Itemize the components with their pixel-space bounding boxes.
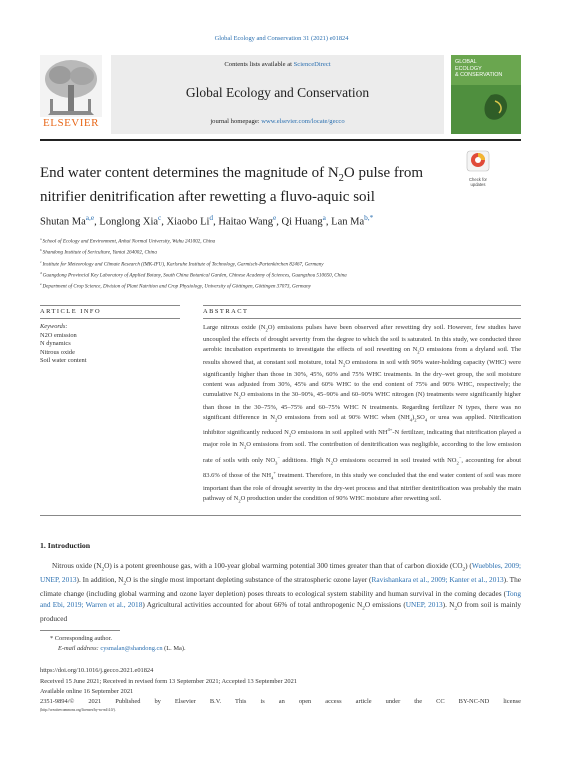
title-line-1: End water content determines the magnitude of $N_2O$ pulse from: [40, 165, 424, 184]
keywords-label: Keywords:: [40, 323, 68, 330]
keyword-2: N dynamics: [40, 340, 71, 347]
affiliation-item: [40, 280, 520, 291]
abstract-rule-top: [203, 305, 521, 306]
introduction-heading: 1. Introduction: [40, 541, 91, 550]
keyword-3: Nitrous oxide: [40, 348, 75, 356]
sciencedirect-link[interactable]: ScienceDirect: [293, 61, 331, 68]
journal-homepage: [111, 118, 444, 125]
email-label: E-mail address:: [58, 645, 99, 652]
email-link[interactable]: cysmalan@shandong.cn: [100, 645, 163, 652]
doi-link[interactable]: https://doi.org/10.1016/j.gecco.2021.e01824: [40, 667, 154, 674]
available-online: Available online 16 September 2021: [40, 688, 134, 695]
contents-line: [111, 61, 444, 68]
affiliation-mark: b: [40, 248, 43, 253]
affiliation-item: [40, 235, 520, 246]
affiliation-item: [40, 269, 520, 280]
abstract-rule-bottom: [40, 515, 521, 516]
info-rule-mid: [40, 318, 180, 319]
author-affiliation-mark[interactable]: d: [209, 213, 214, 222]
crossmark-label: Check for updates: [469, 177, 487, 187]
cover-line-3: & CONSERVATION: [455, 72, 503, 78]
author-list: [40, 213, 373, 228]
email-note: E-mail address: cysmalan@shandong.cn (L. Ma).: [58, 645, 186, 652]
corresponding-author-note: * Corresponding author.: [50, 635, 112, 642]
crossmark-icon: [463, 150, 493, 172]
author-separator: ,: [94, 216, 100, 228]
check-for-updates-badge[interactable]: [463, 150, 493, 187]
footnote-rule: [40, 630, 120, 631]
publisher-logo-text: ELSEVIER: [43, 117, 99, 129]
abstract-rule-mid: [203, 318, 521, 319]
journal-citation[interactable]: Global Ecology and Conservation 31 (2021) e01824: [214, 35, 349, 42]
cover-title: [455, 59, 502, 79]
affiliation-mark: c: [40, 259, 43, 264]
journal-title: Global Ecology and Conservation: [185, 85, 370, 100]
affiliation-text: Department of Crop Science, Division of Plant Nutrition and Crop Physiology, University of Göttingen, Göttingen 37073, Germany: [42, 283, 311, 290]
author-separator: ,: [213, 216, 219, 228]
abstract-heading: ABSTRACT: [203, 308, 249, 315]
ref-link-3[interactable]: Tong and Ebi, 2019; Warren et al., 2018: [40, 589, 521, 610]
license-link[interactable]: (http://creativecommons.org/licenses/by-nc-nd/4.0/).: [40, 708, 116, 712]
cover-line-1: GLOBAL: [455, 59, 477, 65]
author-separator: ,: [325, 216, 332, 228]
author-separator: ,: [276, 216, 282, 228]
affiliation-text: Shandong Institute of Sericulture, Yantai 264002, China: [42, 249, 157, 256]
article-info-heading: ARTICLE INFO: [40, 308, 102, 315]
license-statement: 2351-9894/© 2021 Published by Elsevier B.V. This is an open access article under the CC BY-NC-ND license: [40, 698, 521, 705]
affiliation-mark: e: [40, 282, 43, 287]
affiliation-item: [40, 246, 520, 257]
introduction-text: Nitrous oxide $(N_2O)$ is a potent greenhouse gas, with a 100-year global warming potential 300 times greater than that of carbon dioxide $(CO_2)$ (Wuebbles, 2009; UNEP, 2013). In addition, $N_2O$ is the single most important depleting substance of the stratospheric ozone layer (Ravishankara et al., 2009; Kanter et al., 2013). The climate change (including global warming and ozone layer depletion) poses threats to ecological system stability and human survival in the coming decades (Tong and Ebi, 2019; Warren et al., 2018) Agricultural activities accounted for about 66% of total anthropogenic $N_2O$ emissions (UNEP, 2013). $N_2O$ from soil is mainly produced: [40, 561, 522, 624]
homepage-link[interactable]: www.elsevier.com/locate/gecco: [261, 118, 345, 125]
abstract-text: Large nitrous oxide $(N_2O)$ emissions pulses have been observed after rewetting dry soil. However, few studies have uncoupled the effects of drought severity from the degree to which the soil is saturated. In this study, we conducted three aerobic incubation experiments to investigate the effects of soil rewetting on $N_2O$ emissions from a dryland soil. The results showed that, at constant soil moisture, total $N_2O$ emissions in soil with 90% water-holding capacity (WHC) were significantly higher than those in 30%, 45%, 60% and 75% WHC treatments. In the dry–wet group, the soil moisture content was adjusted from 30%, 45% and 60% WHC to the end content of 75% and 90% WHC, respectively; the cumulative $N_2O$ emissions in the 30–90%, 45–90% and 60–90% WHC nitrogen (N) treatments were significantly higher than those in the 30–75%, 45–75% and 60–75% WHC N treatments. Regarding fertilizer N types, there was no significant difference in $N_2O$ emissions from soil at 90% WHC when $(NH_4)_2SO_4$ or urea was applied. Nitrification inhibitor significantly reduced $N_2O$ emissions in soil applied with $NH^{4+}-N$ fertilizer, indicating that nitrification played a major role in $N_2O$ emissions from soil. The contribution of denitrification was negligible, according to the low emission rate of soils with only $NO_3^-$ additions. High $N_2O$ emissions occurred in soil treated with $NO_2^-$, accounting for about 83.6% of those of the $NH_4^+$ treatment. Therefore, in this study we concluded that the end water content of soil was more important than the role of drought severity in the dry-wet process and that nitrifier denitrification was probably the main pathway of $N_2O$ production under the condition of 90% WHC moisture after rewetting soil.: [203, 324, 522, 504]
received-dates: Received 15 June 2021; Received in revised form 13 September 2021; Accepted 13 September 2021: [40, 678, 297, 685]
title-line-2: nitrifier denitrification after rewetting a fluvo-aquic soil: [40, 189, 375, 205]
journal-cover: [451, 55, 521, 134]
author-separator: ,: [161, 216, 167, 228]
info-rule-top: [40, 305, 180, 306]
author-affiliation-mark[interactable]: c: [158, 213, 162, 222]
author-affiliation-mark[interactable]: a: [322, 213, 326, 222]
keywords-block: [40, 323, 180, 366]
cover-line-2: ECOLOGY: [455, 65, 482, 72]
affiliation-item: [40, 258, 520, 269]
author-affiliation-mark[interactable]: a,e: [85, 213, 95, 222]
affiliation-text: Guangdong Provincial Key Laboratory of Applied Botany, South China Botanical Garden, Chinese Academy of Sciences, Guangzhou 510650, China: [42, 272, 347, 279]
author-name: Qi Huang: [281, 216, 323, 228]
ref-link-4[interactable]: UNEP, 2013: [405, 600, 443, 610]
author-name: Haitao Wang: [218, 216, 273, 228]
author-name: Longlong Xia: [99, 216, 159, 228]
author-name: Lan Ma: [331, 216, 365, 228]
contents-prefix: Contents lists available at: [224, 61, 294, 68]
author-name: Xiaobo Li: [166, 216, 210, 228]
affiliation-list: [40, 235, 520, 291]
keyword-4: Soil water content: [40, 357, 87, 364]
affiliation-text: School of Ecology and Environment, Anhui Normal University, Wuhu 241002, China: [42, 238, 216, 245]
affiliation-mark: d: [40, 270, 43, 275]
article-title: [40, 164, 450, 207]
ref-link-2[interactable]: Ravishankara et al., 2009; Kanter et al., 2013: [371, 575, 504, 585]
author-affiliation-mark[interactable]: e: [273, 213, 277, 222]
affiliation-text: Institute for Meteorology and Climate Research (IMK-IFU), Karlsruhe Institute of Technology, Garmisch-Partenkirchen 82467, Germany: [42, 261, 324, 268]
affiliation-mark: a: [40, 237, 43, 241]
ref-link-1[interactable]: Wuebbles, 2009; UNEP, 2013: [40, 561, 522, 585]
author-name: Shutan Ma: [40, 216, 86, 228]
keyword-1: N2O emission: [40, 331, 77, 339]
header-divider: [40, 139, 521, 141]
author-affiliation-mark[interactable]: b,*: [364, 213, 374, 222]
homepage-prefix: journal homepage:: [210, 118, 262, 125]
